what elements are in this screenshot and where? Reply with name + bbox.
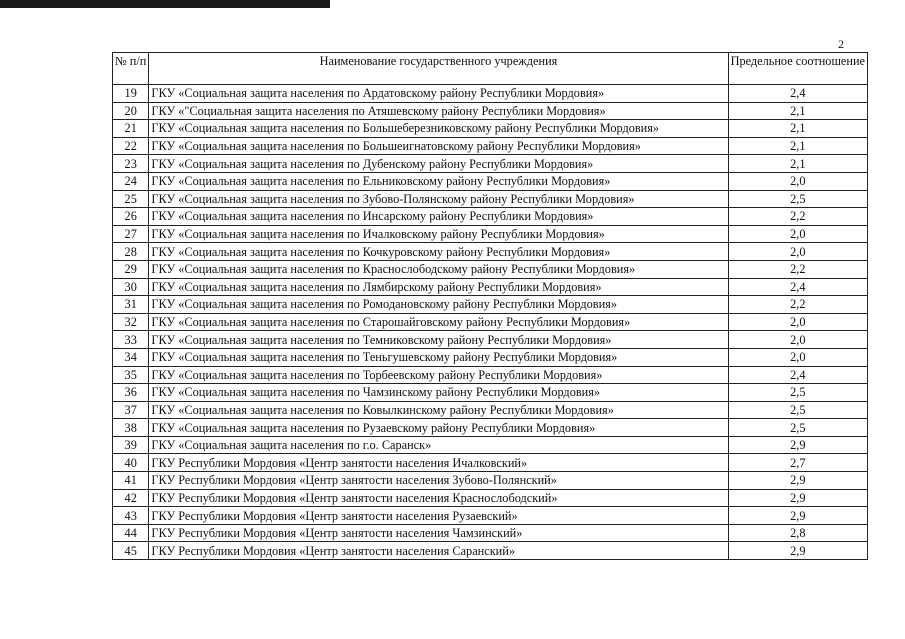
row-name: ГКУ «Социальная защита населения по Краснослободскому району Республики Мордовия»: [149, 260, 728, 278]
row-name: ГКУ Республики Мордовия «Центр занятости населения Чамзинский»: [149, 524, 728, 542]
row-name: ГКУ «Социальная защита населения по Инсарскому району Республики Мордовия»: [149, 208, 728, 226]
table-row: [113, 243, 868, 261]
row-ratio: 2,0: [728, 313, 867, 331]
row-name: ГКУ «Социальная защита населения по Ичалковскому району Республики Мордовия»: [149, 225, 728, 243]
table-row: [113, 155, 868, 173]
row-ratio: 2,2: [728, 296, 867, 314]
header-ratio: Предельное соотношение: [728, 53, 867, 85]
table-header-row: [113, 53, 868, 85]
row-name: ГКУ «Социальная защита населения по Большеигнатовскому району Республики Мордовия»: [149, 137, 728, 155]
row-name: ГКУ «Социальная защита населения по Большеберезниковскому району Республики Мордовия»: [149, 120, 728, 138]
table-row: [113, 120, 868, 138]
table-row: [113, 542, 868, 560]
table-row: [113, 102, 868, 120]
table-row: [113, 507, 868, 525]
row-ratio: 2,4: [728, 85, 867, 103]
table-row: [113, 524, 868, 542]
table-row: [113, 454, 868, 472]
row-ratio: 2,9: [728, 507, 867, 525]
row-ratio: 2,5: [728, 419, 867, 437]
row-name: ГКУ «Социальная защита населения по Торбеевскому району Республики Мордовия»: [149, 366, 728, 384]
row-name: ГКУ «Социальная защита населения по Ковылкинскому району Республики Мордовия»: [149, 401, 728, 419]
institutions-table: [112, 52, 868, 560]
table-row: [113, 384, 868, 402]
row-number: 34: [113, 348, 149, 366]
row-ratio: 2,8: [728, 524, 867, 542]
row-name: ГКУ «Социальная защита населения по Лямбирскому району Республики Мордовия»: [149, 278, 728, 296]
row-ratio: 2,4: [728, 278, 867, 296]
table-row: [113, 225, 868, 243]
scan-edge-bar: [0, 0, 330, 8]
row-ratio: 2,0: [728, 172, 867, 190]
row-ratio: 2,1: [728, 120, 867, 138]
table-row: [113, 172, 868, 190]
row-number: 36: [113, 384, 149, 402]
table-row: [113, 190, 868, 208]
row-ratio: 2,0: [728, 348, 867, 366]
row-number: 22: [113, 137, 149, 155]
row-number: 43: [113, 507, 149, 525]
row-ratio: 2,7: [728, 454, 867, 472]
table-row: [113, 278, 868, 296]
row-number: 28: [113, 243, 149, 261]
row-ratio: 2,5: [728, 384, 867, 402]
row-ratio: 2,9: [728, 542, 867, 560]
row-ratio: 2,9: [728, 489, 867, 507]
table-row: [113, 401, 868, 419]
row-number: 39: [113, 436, 149, 454]
row-number: 26: [113, 208, 149, 226]
row-name: ГКУ «Социальная защита населения по Дубенскому району Республики Мордовия»: [149, 155, 728, 173]
row-number: 27: [113, 225, 149, 243]
row-number: 31: [113, 296, 149, 314]
row-number: 38: [113, 419, 149, 437]
row-name: ГКУ «Социальная защита населения по Теньгушевскому району Республики Мордовия»: [149, 348, 728, 366]
header-name: Наименование государственного учреждения: [149, 53, 728, 85]
row-name: ГКУ Республики Мордовия «Центр занятости населения Саранский»: [149, 542, 728, 560]
table-row: [113, 208, 868, 226]
row-name: ГКУ «Социальная защита населения по Рузаевскому району Республики Мордовия»: [149, 419, 728, 437]
row-number: 40: [113, 454, 149, 472]
row-number: 19: [113, 85, 149, 103]
table-row: [113, 419, 868, 437]
row-number: 37: [113, 401, 149, 419]
row-number: 45: [113, 542, 149, 560]
table-row: [113, 489, 868, 507]
row-ratio: 2,0: [728, 225, 867, 243]
row-name: ГКУ «Социальная защита населения по г.о. Саранск»: [149, 436, 728, 454]
row-name: ГКУ «Социальная защита населения по Ардатовскому району Республики Мордовия»: [149, 85, 728, 103]
row-ratio: 2,0: [728, 243, 867, 261]
row-name: ГКУ «Социальная защита населения по Ельниковскому району Республики Мордовия»: [149, 172, 728, 190]
table-body: [113, 85, 868, 560]
header-number: № п/п: [113, 53, 149, 85]
row-number: 41: [113, 472, 149, 490]
row-ratio: 2,9: [728, 436, 867, 454]
row-number: 21: [113, 120, 149, 138]
page-number: 2: [838, 37, 844, 51]
row-number: 23: [113, 155, 149, 173]
row-name: ГКУ «Социальная защита населения по Старошайговскому району Республики Мордовия»: [149, 313, 728, 331]
row-ratio: 2,1: [728, 102, 867, 120]
row-ratio: 2,9: [728, 472, 867, 490]
row-name: ГКУ Республики Мордовия «Центр занятости населения Зубово-Полянский»: [149, 472, 728, 490]
table-row: [113, 472, 868, 490]
row-ratio: 2,1: [728, 155, 867, 173]
table-row: [113, 85, 868, 103]
row-name: ГКУ Республики Мордовия «Центр занятости населения Краснослободский»: [149, 489, 728, 507]
row-number: 35: [113, 366, 149, 384]
row-name: ГКУ «Социальная защита населения по Кочкуровскому району Республики Мордовия»: [149, 243, 728, 261]
table-row: [113, 331, 868, 349]
row-name: ГКУ «"Социальная защита населения по Атяшевскому району Республики Мордовия»: [149, 102, 728, 120]
table-row: [113, 137, 868, 155]
row-ratio: 2,4: [728, 366, 867, 384]
row-number: 20: [113, 102, 149, 120]
row-ratio: 2,1: [728, 137, 867, 155]
row-number: 29: [113, 260, 149, 278]
row-number: 30: [113, 278, 149, 296]
row-ratio: 2,0: [728, 331, 867, 349]
table-row: [113, 260, 868, 278]
row-number: 25: [113, 190, 149, 208]
table-row: [113, 313, 868, 331]
table-row: [113, 436, 868, 454]
table-row: [113, 296, 868, 314]
row-ratio: 2,2: [728, 208, 867, 226]
row-ratio: 2,5: [728, 401, 867, 419]
row-name: ГКУ «Социальная защита населения по Чамзинскому району Республики Мордовия»: [149, 384, 728, 402]
row-name: ГКУ «Социальная защита населения по Ромодановскому району Республики Мордовия»: [149, 296, 728, 314]
table-row: [113, 366, 868, 384]
row-number: 32: [113, 313, 149, 331]
row-name: ГКУ Республики Мордовия «Центр занятости населения Рузаевский»: [149, 507, 728, 525]
row-ratio: 2,5: [728, 190, 867, 208]
table-row: [113, 348, 868, 366]
row-number: 24: [113, 172, 149, 190]
row-name: ГКУ «Социальная защита населения по Зубово-Полянскому району Республики Мордовия»: [149, 190, 728, 208]
row-ratio: 2,2: [728, 260, 867, 278]
row-number: 33: [113, 331, 149, 349]
row-number: 42: [113, 489, 149, 507]
row-name: ГКУ Республики Мордовия «Центр занятости населения Ичалковский»: [149, 454, 728, 472]
row-name: ГКУ «Социальная защита населения по Темниковскому району Республики Мордовия»: [149, 331, 728, 349]
row-number: 44: [113, 524, 149, 542]
